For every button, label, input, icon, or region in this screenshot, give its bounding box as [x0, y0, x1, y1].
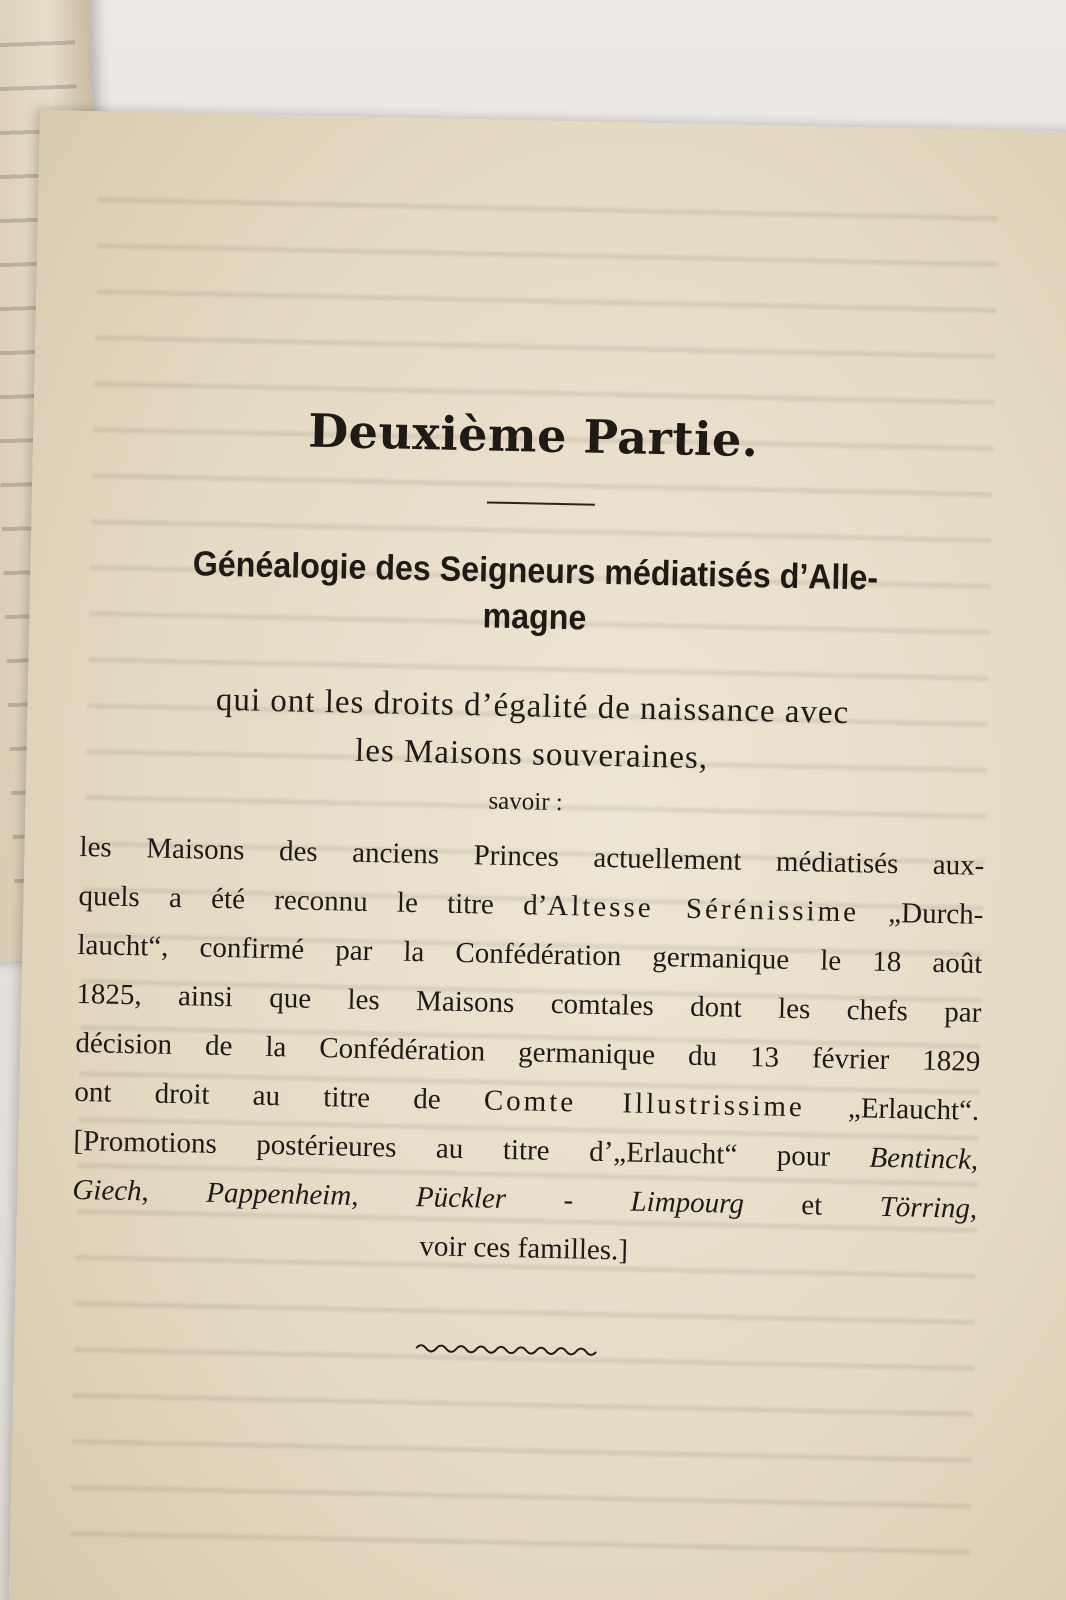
name-pappenheim: Pappenheim: [205, 1176, 352, 1212]
line-2-text-c: „Durch-: [858, 896, 984, 931]
name-giech: Giech: [72, 1173, 142, 1208]
subheading: [91, 673, 973, 787]
heading-line-1: Généalogie des Seigneurs médiatisés d’Alle-: [192, 544, 879, 598]
page-text-block: [72, 111, 995, 1267]
line-2-text-a: quels a été reconnu le titre d’: [78, 879, 548, 922]
heading-line-2: magne: [482, 596, 587, 638]
line-6-text-a: ont droit au titre de: [74, 1075, 485, 1117]
paragraph-line-9: voir ces familles.]: [419, 1230, 629, 1267]
subheading-line-1: qui ont les droits d’égalité de naissance avec: [215, 681, 850, 732]
line-7-text-a: [Promotions postérieures au titre d’„Erlaucht“ pour: [73, 1124, 870, 1174]
comma-1: ,: [141, 1175, 207, 1209]
altesse-serenissime: Altesse Sérénissime: [546, 889, 860, 929]
comma-2: ,: [350, 1179, 417, 1214]
name-puckler-limpourg: Pückler - Limpourg: [415, 1181, 745, 1220]
word-et: et: [743, 1187, 881, 1223]
paragraph-line-4: 1825, ainsi que les Maisons comtales dont les chefs par: [76, 977, 982, 1029]
section-heading: [129, 540, 940, 649]
paragraph-line-3: laucht“, confirmé par la Confédération germanique le 18 août: [77, 928, 983, 980]
name-bentinck: Bentinck,: [869, 1141, 979, 1176]
book-page: [7, 110, 1066, 1600]
subheading-line-2: les Maisons souveraines,: [354, 732, 709, 777]
body-paragraph: [71, 823, 985, 1283]
comte-illustrissime: Comte Illustrissime: [483, 1084, 806, 1124]
name-torring: Törring,: [879, 1190, 978, 1225]
paragraph-line-1: les Maisons des anciens Princes actuellement médiatisés aux-: [79, 830, 985, 882]
line-6-text-c: „Erlaucht“.: [804, 1091, 980, 1127]
savoir-label: savoir :: [488, 787, 564, 817]
paragraph-line-5: décision de la Confédération germanique du 13 février 1829: [75, 1026, 981, 1078]
page-title: Deuxième Partie.: [307, 403, 759, 468]
